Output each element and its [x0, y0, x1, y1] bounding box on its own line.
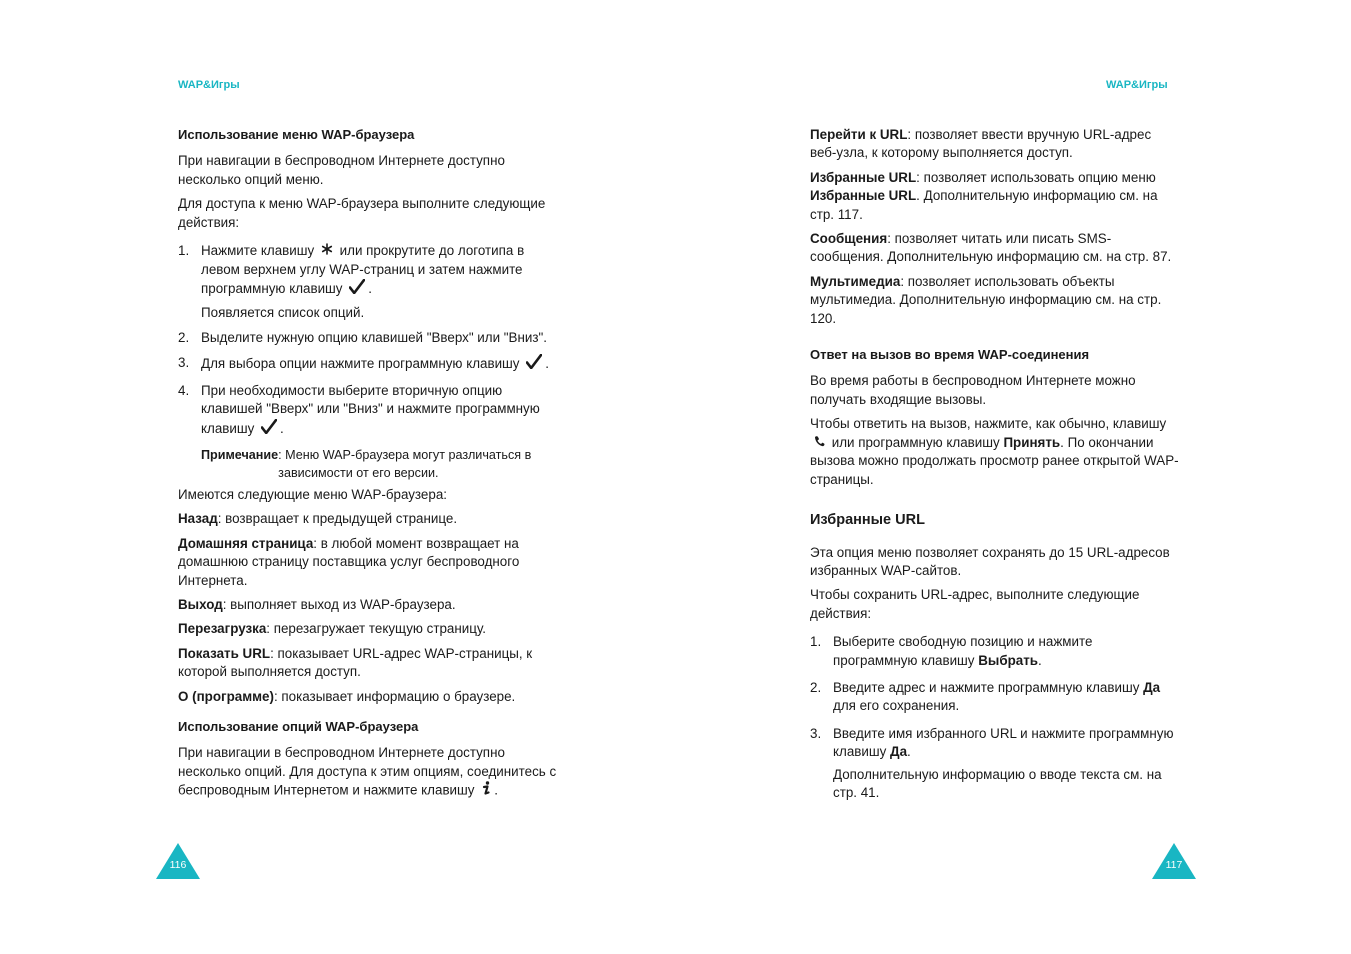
- option-item: Избранные URL: позволяет использовать опцию меню Избранные URL. Дополнительную информацию см. на стр. 117.: [810, 169, 1158, 222]
- list-item: 2. Выделите нужную опцию клавишей "Вверх" или "Вниз".: [178, 329, 547, 345]
- paragraph: Чтобы сохранить URL-адрес, выполните следующие действия:: [810, 587, 1140, 621]
- heading-favorite-urls: Избранные URL: [810, 512, 925, 529]
- paragraph: Имеются следующие меню WAP-браузера:: [178, 486, 447, 502]
- list-item: 1. Выберите свободную позицию и нажмите программную клавишу Выбрать.: [810, 634, 1093, 668]
- heading-call-answer: Ответ на вызов во время WAP-соединения: [810, 347, 1090, 363]
- section-header: WAP&Игры: [178, 79, 240, 91]
- menu-item: Домашняя страница: в любой момент возвращает на домашнюю страницу поставщика услуг беспроводного Интернета.: [178, 535, 520, 588]
- send-key-icon: [813, 434, 825, 452]
- checkmark-softkey-icon: [526, 354, 542, 374]
- option-item: Перейти к URL: позволяет ввести вручную URL-адрес веб-узла, к которому выполняется доступ.: [810, 127, 1152, 161]
- step-result: Дополнительную информацию о вводе текста см. на стр. 41.: [833, 766, 1162, 801]
- note: [201, 446, 558, 482]
- menu-item: Назад: возвращает к предыдущей странице.: [178, 511, 458, 527]
- list-item: 1. Нажмите клавишу или прокрутите до логотипа в левом верхнем углу WAP-страниц и затем нажмите программную клавишу . Появляется список опций.: [178, 242, 558, 322]
- paragraph: При навигации в беспроводном Интернете доступно несколько опций меню.: [178, 153, 505, 187]
- note-label: Примечание: [201, 447, 279, 462]
- heading-wap-menu: Использование меню WAP-браузера: [178, 127, 415, 142]
- paragraph: Чтобы ответить на вызов, нажмите, как обычно, клавишу или программную клавишу Принять. По окончании вызова можно продолжать просмотр ранее открытой WAP-страницы.: [810, 416, 1179, 487]
- step-result: Появляется список опций.: [201, 304, 365, 320]
- page-number: 117: [1165, 859, 1183, 871]
- list-item: 3. Для выбора опции нажмите программную клавишу .: [178, 354, 558, 374]
- page-number-badge: [155, 842, 201, 880]
- option-item: Сообщения: позволяет читать или писать SMS-сообщения. Дополнительную информацию см. на стр. 87.: [810, 231, 1172, 265]
- list-item: 2. Введите адрес и нажмите программную клавишу Да для его сохранения.: [810, 680, 1161, 714]
- page-number-badge: [1151, 842, 1197, 880]
- list-item: 3. Введите имя избранного URL и нажмите программную клавишу Да. Дополнительную информацию о вводе текста см. на стр. 41.: [810, 725, 1180, 803]
- menu-item: Показать URL: показывает URL-адрес WAP-страницы, к которой выполняется доступ.: [178, 645, 533, 680]
- heading-wap-options: Использование опций WAP-браузера: [178, 719, 419, 734]
- right-page: [675, 0, 1351, 954]
- option-item: Мультимедиа: позволяет использовать объекты мультимедиа. Дополнительную информацию см. на стр. 120.: [810, 273, 1162, 326]
- paragraph: Эта опция меню позволяет сохранять до 15 URL-адресов избранных WAP-сайтов.: [810, 544, 1170, 578]
- paragraph: Для доступа к меню WAP-браузера выполните следующие действия:: [178, 196, 546, 230]
- left-page: [0, 0, 675, 954]
- note-text: : Меню WAP-браузера могут различаться в зависимости от его версии.: [278, 447, 532, 480]
- info-key-icon: [481, 781, 491, 800]
- menu-item: Перезагрузка: перезагружает текущую страницу.: [178, 621, 486, 637]
- section-header: WAP&Игры: [1106, 79, 1168, 91]
- menu-item: О (программе): показывает информацию о браузере.: [178, 688, 516, 704]
- menu-item: Выход: выполняет выход из WAP-браузера.: [178, 596, 456, 612]
- page-number: 116: [169, 859, 187, 871]
- checkmark-softkey-icon: [349, 279, 365, 299]
- paragraph: Во время работы в беспроводном Интернете можно получать входящие вызовы.: [810, 373, 1136, 407]
- left-column: [178, 126, 558, 807]
- star-key-icon: [321, 242, 333, 260]
- paragraph: При навигации в беспроводном Интернете доступно несколько опций. Для доступа к этим опциям, соединитесь с беспроводным Интернетом и нажмите клавишу .: [178, 744, 558, 800]
- list-item: 4. При необходимости выберите вторичную опцию клавишей "Вверх" или "Вниз" и нажмите программную клавишу .: [178, 382, 558, 439]
- right-column: [810, 126, 1180, 809]
- checkmark-softkey-icon: [261, 419, 277, 439]
